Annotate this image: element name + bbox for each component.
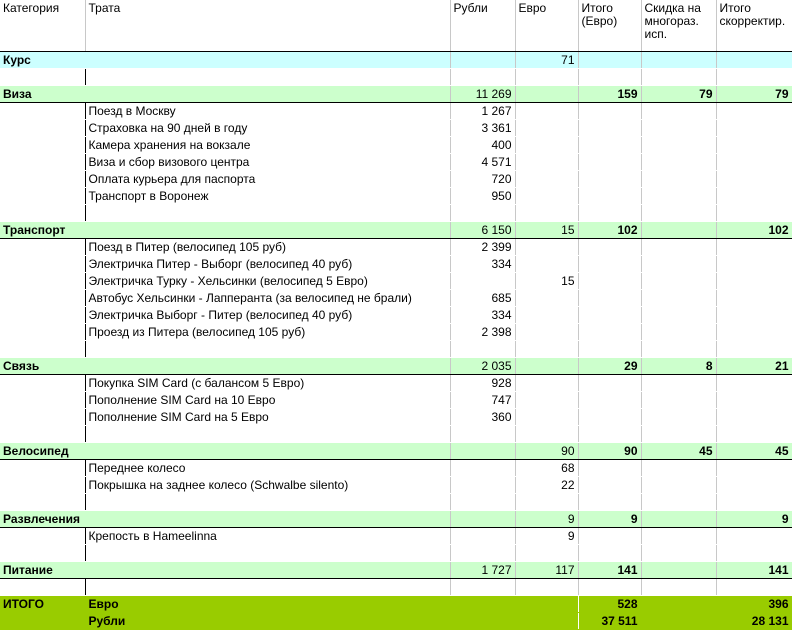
cell[interactable] [85,494,450,511]
cell[interactable] [515,205,578,222]
cell[interactable] [85,222,450,239]
cell[interactable] [641,494,716,511]
cell[interactable] [515,596,578,613]
cell[interactable] [450,460,515,477]
cell[interactable] [641,273,716,290]
category-total[interactable]: 29 [578,358,641,375]
category-total[interactable]: 9 [578,511,641,528]
cell[interactable] [450,477,515,494]
cell[interactable] [578,494,641,511]
category-eur[interactable]: 9 [515,511,578,528]
expense-name[interactable]: Крепость в Hameelinna [85,528,450,545]
cell[interactable] [578,154,641,171]
cell[interactable] [716,103,792,120]
category-label[interactable]: Велосипед [0,443,85,460]
cell[interactable] [85,511,450,528]
expense-eur[interactable]: 68 [515,460,578,477]
expense-name[interactable]: Переднее колесо [85,460,450,477]
cell[interactable] [515,494,578,511]
cell[interactable] [515,545,578,562]
cell[interactable] [641,154,716,171]
cell[interactable] [515,154,578,171]
header-expense[interactable]: Трата [85,0,450,52]
category-adjusted[interactable]: 102 [716,222,792,239]
cell[interactable] [515,103,578,120]
cell[interactable] [641,426,716,443]
cell[interactable] [515,409,578,426]
cell[interactable] [515,137,578,154]
cell[interactable] [85,443,450,460]
expense-name[interactable]: Автобус Хельсинки - Лапперанта (за велосипед не брали) [85,290,450,307]
cell[interactable] [515,86,578,103]
expense-rub[interactable]: 334 [450,256,515,273]
cell[interactable] [578,103,641,120]
totals-label[interactable]: ИТОГО [0,596,85,613]
cell[interactable] [716,256,792,273]
cell[interactable] [641,120,716,137]
empty-row [0,545,792,562]
cell[interactable] [515,613,578,630]
cell[interactable] [578,290,641,307]
expense-row [0,477,792,494]
category-row-bike [0,443,792,460]
category-discount[interactable]: 45 [641,443,716,460]
category-row-food [0,562,792,579]
cell[interactable] [641,69,716,86]
expense-name[interactable]: Электричка Турку - Хельсинки (велосипед 5 Евро) [85,273,450,290]
totals-rub-adjusted[interactable]: 28 131 [716,613,792,630]
cell[interactable] [0,69,85,86]
expense-name[interactable]: Поезд в Питер (велосипед 105 руб) [85,239,450,256]
cell[interactable] [641,409,716,426]
expense-rub[interactable]: 2 398 [450,324,515,341]
category-eur[interactable]: 117 [515,562,578,579]
category-discount[interactable]: 8 [641,358,716,375]
category-label[interactable]: Питание [0,562,85,579]
cell[interactable] [716,392,792,409]
cell[interactable] [578,171,641,188]
cell[interactable] [578,579,641,596]
cell[interactable] [0,460,85,477]
cell[interactable] [450,596,515,613]
category-total[interactable]: 159 [578,86,641,103]
cell[interactable] [641,460,716,477]
cell[interactable] [716,273,792,290]
cell[interactable] [716,188,792,205]
expense-row [0,239,792,256]
cell[interactable] [0,171,85,188]
category-total[interactable]: 90 [578,443,641,460]
cell[interactable] [0,103,85,120]
expense-eur[interactable]: 9 [515,528,578,545]
category-adjusted[interactable]: 45 [716,443,792,460]
cell[interactable] [515,171,578,188]
cell[interactable] [515,188,578,205]
expense-row [0,392,792,409]
expense-name[interactable]: Электричка Выборг - Питер (велосипед 40 руб) [85,307,450,324]
cell[interactable] [641,562,716,579]
expense-name[interactable]: Страховка на 90 дней в году [85,120,450,137]
category-adjusted[interactable]: 9 [716,511,792,528]
category-row-transport [0,222,792,239]
expense-rub[interactable]: 747 [450,392,515,409]
expense-name[interactable]: Электричка Питер - Выборг (велосипед 40 руб) [85,256,450,273]
category-eur[interactable]: 15 [515,222,578,239]
cell[interactable] [641,188,716,205]
cell[interactable] [450,341,515,358]
expense-eur[interactable]: 22 [515,477,578,494]
cell[interactable] [578,409,641,426]
cell[interactable] [450,205,515,222]
cell[interactable] [641,222,716,239]
expense-rub[interactable]: 720 [450,171,515,188]
cell[interactable] [85,52,450,69]
cell[interactable] [641,341,716,358]
expense-row [0,307,792,324]
cell[interactable] [716,460,792,477]
rate-label[interactable]: Курс [0,52,85,69]
cell[interactable] [578,426,641,443]
expense-row [0,375,792,392]
cell[interactable] [578,273,641,290]
cell[interactable] [716,120,792,137]
cell[interactable] [515,341,578,358]
cell[interactable] [450,69,515,86]
expense-rub[interactable]: 928 [450,375,515,392]
cell[interactable] [578,545,641,562]
cell[interactable] [85,358,450,375]
cell[interactable] [578,188,641,205]
cell[interactable] [0,290,85,307]
cell[interactable] [0,579,85,596]
cell[interactable] [578,256,641,273]
cell[interactable] [0,409,85,426]
expense-rub[interactable]: 685 [450,290,515,307]
category-total[interactable]: 102 [578,222,641,239]
cell[interactable] [641,52,716,69]
cell[interactable] [0,545,85,562]
cell[interactable] [0,392,85,409]
header-discount[interactable]: Скидка на многораз. исп. [641,0,716,52]
category-row-visa [0,86,792,103]
header-total-eur[interactable]: Итого (Евро) [578,0,641,52]
cell[interactable] [515,358,578,375]
cell[interactable] [716,239,792,256]
cell[interactable] [0,137,85,154]
cell[interactable] [578,69,641,86]
cell[interactable] [641,307,716,324]
cell[interactable] [716,69,792,86]
cell[interactable] [450,426,515,443]
category-adjusted[interactable]: 21 [716,358,792,375]
cell[interactable] [85,426,450,443]
category-row-comm [0,358,792,375]
cell[interactable] [716,52,792,69]
expense-row [0,120,792,137]
cell[interactable] [641,239,716,256]
cell[interactable] [716,341,792,358]
header-row [0,0,792,52]
header-eur[interactable]: Евро [515,0,578,52]
totals-eur-adjusted[interactable]: 396 [716,596,792,613]
cell[interactable] [578,460,641,477]
cell[interactable] [641,613,716,630]
cell[interactable] [515,375,578,392]
expense-name[interactable]: Пополнение SIM Card на 5 Евро [85,409,450,426]
expense-row [0,273,792,290]
cell[interactable] [0,120,85,137]
cell[interactable] [450,52,515,69]
expense-name[interactable]: Пополнение SIM Card на 10 Евро [85,392,450,409]
expense-rub[interactable]: 1 267 [450,103,515,120]
category-eur[interactable]: 90 [515,443,578,460]
cell[interactable] [85,69,450,86]
header-adjusted[interactable]: Итого скорректир. [716,0,792,52]
cell[interactable] [0,613,85,630]
cell[interactable] [716,154,792,171]
cell[interactable] [716,375,792,392]
expense-name[interactable]: Транспорт в Воронеж [85,188,450,205]
empty-row [0,205,792,222]
header-category[interactable]: Категория [0,0,85,52]
cell[interactable] [515,426,578,443]
cell[interactable] [515,120,578,137]
cell[interactable] [641,579,716,596]
cell[interactable] [578,137,641,154]
empty-row [0,426,792,443]
expense-name[interactable]: Поезд в Москву [85,103,450,120]
cell[interactable] [0,307,85,324]
expense-eur[interactable] [515,256,578,273]
totals-row-rub [0,613,792,630]
cell[interactable] [0,205,85,222]
category-rub[interactable]: 11 269 [450,86,515,103]
empty-row [0,341,792,358]
cell[interactable] [641,477,716,494]
cell[interactable] [0,188,85,205]
expense-eur[interactable] [515,290,578,307]
expense-rub[interactable]: 3 361 [450,120,515,137]
rate-row [0,52,792,69]
cell[interactable] [85,205,450,222]
cell[interactable] [641,392,716,409]
cell[interactable] [578,205,641,222]
category-row-fun [0,511,792,528]
category-label[interactable]: Транспорт [0,222,85,239]
expense-eur[interactable] [515,324,578,341]
cell[interactable] [450,443,515,460]
cell[interactable] [716,477,792,494]
cell[interactable] [641,375,716,392]
cell[interactable] [85,341,450,358]
cell[interactable] [641,324,716,341]
expense-rub[interactable] [450,273,515,290]
cell[interactable] [716,205,792,222]
cell[interactable] [0,256,85,273]
cell[interactable] [0,239,85,256]
category-rub[interactable]: 6 150 [450,222,515,239]
cell[interactable] [578,528,641,545]
cell[interactable] [716,579,792,596]
expense-name[interactable]: Виза и сбор визового центра [85,154,450,171]
rate-value[interactable]: 71 [515,52,578,69]
expense-rub[interactable]: 360 [450,409,515,426]
category-label[interactable]: Виза [0,86,85,103]
cell[interactable] [578,341,641,358]
cell[interactable] [716,171,792,188]
cell[interactable] [0,528,85,545]
category-label[interactable]: Связь [0,358,85,375]
cell[interactable] [578,392,641,409]
cell[interactable] [85,562,450,579]
cell[interactable] [85,545,450,562]
totals-eur-total[interactable]: 528 [578,596,641,613]
cell[interactable] [641,137,716,154]
cell[interactable] [641,171,716,188]
cell[interactable] [0,273,85,290]
cell[interactable] [578,52,641,69]
totals-eur-label[interactable]: Евро [85,596,450,613]
cell[interactable] [716,290,792,307]
expense-row [0,290,792,307]
cell[interactable] [578,477,641,494]
cell[interactable] [515,579,578,596]
expense-eur[interactable]: 15 [515,273,578,290]
category-rub[interactable]: 2 035 [450,358,515,375]
cell[interactable] [0,341,85,358]
expense-row [0,528,792,545]
cell[interactable] [641,256,716,273]
cell[interactable] [578,307,641,324]
cell[interactable] [450,545,515,562]
expense-row [0,103,792,120]
cell[interactable] [716,324,792,341]
cell[interactable] [578,375,641,392]
expense-rub[interactable]: 4 571 [450,154,515,171]
cell[interactable] [716,426,792,443]
expense-row [0,409,792,426]
expense-rub[interactable]: 2 399 [450,239,515,256]
cell[interactable] [641,103,716,120]
expense-rub[interactable]: 950 [450,188,515,205]
expense-eur[interactable] [515,239,578,256]
category-rub[interactable]: 1 727 [450,562,515,579]
expense-row [0,188,792,205]
cell[interactable] [716,528,792,545]
expense-rub[interactable]: 334 [450,307,515,324]
cell[interactable] [450,511,515,528]
cell[interactable] [450,528,515,545]
category-discount[interactable]: 79 [641,86,716,103]
cell[interactable] [716,545,792,562]
expense-rub[interactable]: 400 [450,137,515,154]
cell[interactable] [578,120,641,137]
cell[interactable] [641,290,716,307]
cell[interactable] [0,426,85,443]
empty-row [0,69,792,86]
cell[interactable] [641,596,716,613]
expense-name[interactable]: Проезд из Питера (велосипед 105 руб) [85,324,450,341]
cell[interactable] [578,324,641,341]
expense-row [0,256,792,273]
expense-name[interactable]: Камера хранения на вокзале [85,137,450,154]
expense-row [0,154,792,171]
cell[interactable] [85,579,450,596]
expense-row [0,137,792,154]
expense-row [0,460,792,477]
empty-row [0,579,792,596]
cell[interactable] [0,477,85,494]
cell[interactable] [0,494,85,511]
expense-eur[interactable] [515,307,578,324]
cell[interactable] [450,613,515,630]
cell[interactable] [450,579,515,596]
totals-row-eur [0,596,792,613]
cell[interactable] [716,409,792,426]
totals-rub-label[interactable]: Рубли [85,613,450,630]
cell[interactable] [450,494,515,511]
cell[interactable] [716,307,792,324]
category-adjusted[interactable]: 141 [716,562,792,579]
expense-name[interactable]: Покупка SIM Card (с балансом 5 Евро) [85,375,450,392]
empty-row [0,494,792,511]
cell[interactable] [578,239,641,256]
cell[interactable] [0,154,85,171]
cell[interactable] [85,86,450,103]
cell[interactable] [641,545,716,562]
cell[interactable] [0,324,85,341]
cell[interactable] [0,375,85,392]
cell[interactable] [641,528,716,545]
totals-rub-total[interactable]: 37 511 [578,613,641,630]
header-rub[interactable]: Рубли [450,0,515,52]
category-adjusted[interactable]: 79 [716,86,792,103]
cell[interactable] [716,494,792,511]
category-label[interactable]: Развлечения [0,511,85,528]
expense-row [0,324,792,341]
cell[interactable] [641,511,716,528]
cell[interactable] [515,69,578,86]
expense-row [0,171,792,188]
expense-name[interactable]: Покрышка на заднее колесо (Schwalbe silento) [85,477,450,494]
cell[interactable] [641,205,716,222]
cell[interactable] [515,392,578,409]
category-total[interactable]: 141 [578,562,641,579]
expense-name[interactable]: Оплата курьера для паспорта [85,171,450,188]
cell[interactable] [716,137,792,154]
